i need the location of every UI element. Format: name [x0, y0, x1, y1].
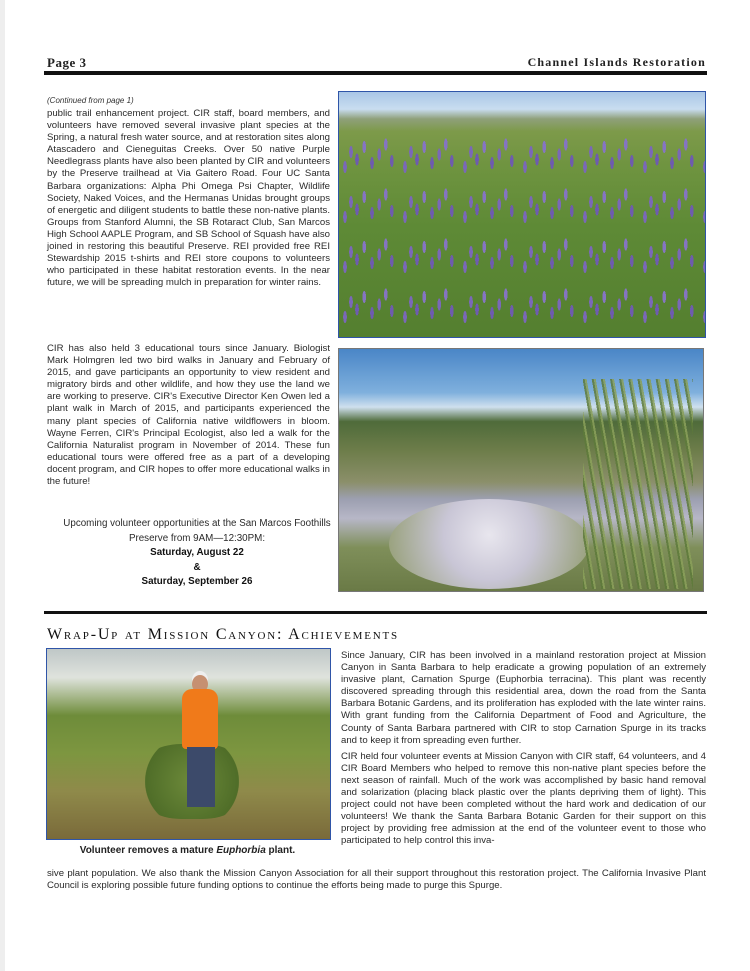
article-paragraph-1: [47, 108, 330, 289]
caption-prefix: Volunteer removes a mature: [79, 845, 217, 856]
paragraph-text: Since January, CIR has been involved in a mainland restoration project at Mission Canyon in Santa Barbara to help eradicate a growing population of an extremely invasive plant, Carnation Spurge (Euphorbia terracina). This plant was recently discovered spreading through this residential area, down the road from the Santa Barbara Botanic Gardens, and its proliferation has exploded with the late winter rains. With grant funding from the California Department of Food and Agriculture, the County of Santa Barbara partnered with CIR to stop Carnation Spurge in its tracks and to keep it from spreading even further.: [341, 650, 706, 746]
bunch-grass: [583, 379, 693, 589]
event-date-2: Saturday, September 26: [141, 576, 253, 587]
caption-suffix: plant.: [265, 845, 296, 856]
lupine-flowers: [339, 132, 705, 337]
volunteer-photo: [46, 648, 331, 840]
paragraph-text: CIR has also held 3 educational tours since January. Biologist Mark Holmgren led two bird walks in January and February of 2015, and gave participants an opportunity to view resident and migratory birds and other wildlife, and how they use the land we are working to preserve. CIR's Executive Director Ken Owen led a plant walk in March of 2015, and participants experienced the many plant species of California native wildflowers in bloom. Wayne Ferren, CIR's Principal Ecologist, also led a walk for the California Naturalist program in November of 2014. These fun educational tours were offered free as a part of a developing docent program, and CIR hopes to offer more educational walks in the future!: [47, 343, 330, 488]
paragraph-text: sive plant population. We also thank the Mission Canyon Association for all their support throughout this restoration project. The California Invasive Plant Council is exploring possible future funding options to continue the efforts being made to purge this Spurge.: [47, 868, 706, 892]
upcoming-events: [47, 517, 347, 590]
volunteer-shirt: [182, 689, 218, 749]
upcoming-time: Preserve from 9AM—12:30PM:: [128, 532, 266, 544]
restoration-meadow-photo: [338, 348, 704, 592]
header-rule: [44, 71, 707, 75]
page-edge: [0, 0, 5, 971]
continued-note: (Continued from page 1): [47, 96, 134, 105]
lupine-field-photo: [338, 91, 706, 338]
page-number: Page 3: [47, 55, 87, 70]
flowering-shrub: [389, 499, 589, 589]
paragraph-text: public trail enhancement project. CIR staff, board members, and volunteers have removed several invasive plant species at the Spring, a natural fresh water source, and at restoration sites along Atascadero and Cieneguitas Creeks. Over 50 native Purple Needlegrass plants have also been planted by CIR and volunteers by the Preserve trailhead at Via Gaitero Road. Four UC Santa Barbara organizations: Alpha Phi Omega Psi Chapter, Wildlife Society, Naked Voices, and the Hermanas Unidas brought groups of energetic and diligent students to battle these non-native plants. Groups from Stanford Alumni, the SB Rotaract Club, San Marcos High School AAPLE Program, and SB School of Squash have also joined in restoring this beautiful Preserve. REI provided free REI Stewardship 2015 t-shirts and REI store coupons to volunteers who participated in these habitat restoration events. In the near future, we will be spreading mulch in preparation for winter rains.: [47, 108, 330, 289]
upcoming-intro: Upcoming volunteer opportunities at the San Marcos Foothills: [63, 518, 331, 529]
newsletter-title: Channel Islands Restoration: [527, 55, 706, 69]
section-title: Wrap-Up at Mission Canyon: Achievements: [47, 626, 399, 643]
mission-canyon-text-continued: [47, 868, 706, 892]
caption-italic: Euphorbia: [216, 845, 266, 856]
article-paragraph-2: [47, 343, 330, 488]
photo-caption: [46, 845, 329, 856]
event-ampersand: &: [193, 561, 201, 573]
mission-canyon-text: [341, 650, 706, 852]
volunteer-legs: [187, 747, 215, 807]
event-date-1: Saturday, August 22: [150, 547, 244, 558]
section-rule: [44, 611, 707, 614]
paragraph-text: CIR held four volunteer events at Mission Canyon with CIR staff, 64 volunteers, and 4 CIR Board Members who helped to remove this non-native plant species before the next season of rainfall. Much of the work was accomplished by basic hand removal and solarization (placing black plastic over the plants depriving them of light). This project could not have been completed without the hard work and dedication of our volunteers! We thank the Santa Barbara Botanic Garden for their support on this project by providing free admission at the end of the volunteer event to those who participated to help control this inva-: [341, 750, 706, 847]
